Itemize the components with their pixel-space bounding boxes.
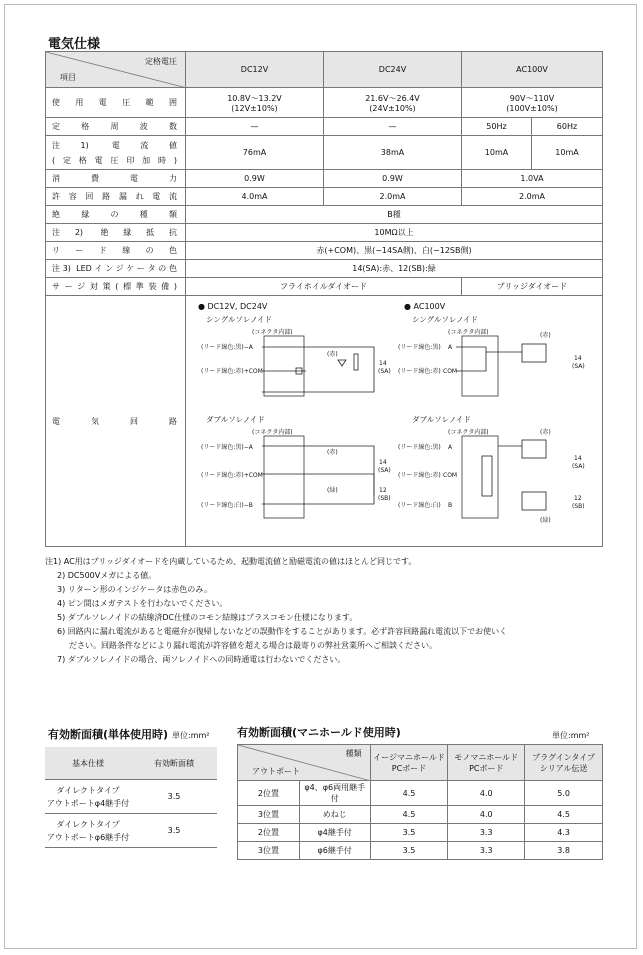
ac-double-lead-com: (リード線色:赤) bbox=[398, 472, 441, 479]
ac-single-pin-com: COM bbox=[443, 368, 458, 375]
area-single-header bbox=[45, 747, 217, 780]
ac-surge: ブリッジダイオード bbox=[462, 278, 603, 296]
dc12-range-tol: (12V±10%) bbox=[231, 103, 278, 113]
ac-range-tol: (100V±10%) bbox=[506, 103, 558, 113]
circuit-diagram bbox=[186, 296, 602, 544]
notes bbox=[45, 555, 605, 667]
row-frequency bbox=[46, 118, 603, 136]
section-title: 電気仕様 bbox=[48, 37, 101, 52]
ac-single-inner-wire bbox=[456, 347, 486, 371]
col-dc12: DC12V bbox=[186, 52, 324, 88]
note-3: 3) リターン形のインジケータは赤色のみ。 bbox=[57, 585, 212, 594]
led-color-value: 14(SA):赤、12(SB):緑 bbox=[186, 260, 603, 278]
area-single-value: 3.5 bbox=[131, 814, 217, 848]
label-insulation-class: 絶縁の種類 bbox=[46, 206, 186, 224]
dc-single-led bbox=[338, 360, 346, 366]
area-manifold-h1-line1: イージマニホールド bbox=[373, 752, 445, 762]
dc-single-connector-box bbox=[264, 336, 304, 396]
row-led-color bbox=[46, 260, 603, 278]
ac-double-pin-b: B bbox=[448, 502, 453, 509]
area-manifold-v3: 4.5 bbox=[525, 806, 603, 824]
area-manifold-h3-line2: シリアル伝送 bbox=[539, 763, 588, 773]
area-manifold-pos: 2位置 bbox=[238, 824, 300, 842]
area-single-row bbox=[45, 814, 217, 848]
label-power: 消費電力 bbox=[46, 170, 186, 188]
dc-double-lead-com: (リード線色:赤)+COM bbox=[201, 472, 263, 479]
ac-single-connector: (コネクタ内部) bbox=[448, 329, 489, 336]
label-frequency: 定格周波数 bbox=[46, 118, 186, 136]
dc12-current: 76mA bbox=[186, 136, 324, 170]
dc-double-connector-box bbox=[264, 436, 304, 518]
dc24-power: 0.9W bbox=[324, 170, 462, 188]
ac-single-red: (赤) bbox=[540, 332, 551, 339]
area-single-row bbox=[45, 780, 217, 814]
area-manifold-row bbox=[238, 781, 603, 806]
dc-single-lead-com: (リード線色:赤)+COM bbox=[201, 368, 263, 375]
spec-header-row bbox=[46, 52, 603, 88]
label-insulation-res: 注2) 絶縁抵抗 bbox=[46, 224, 186, 242]
note-2: 2) DC500Vメガによる値。 bbox=[57, 571, 157, 580]
dc-single-coil bbox=[354, 354, 358, 370]
ac-double-14: 14 bbox=[574, 455, 582, 462]
dc-double-red: (赤) bbox=[327, 449, 338, 456]
ac-double-connector: (コネクタ内部) bbox=[448, 429, 489, 436]
area-manifold-v1: 4.5 bbox=[370, 781, 448, 806]
area-manifold-row bbox=[238, 842, 603, 860]
note-5: 5) ダブルソレノイドの結線済DC仕様のコモン結線はプラスコモン仕様になります。 bbox=[57, 613, 358, 622]
area-manifold-row bbox=[238, 824, 603, 842]
ac-double-pin-com: COM bbox=[443, 472, 458, 479]
area-single-table bbox=[45, 747, 217, 848]
label-current-2: (定格電圧印加時) bbox=[52, 155, 177, 165]
ac-voltage-range bbox=[462, 88, 603, 118]
ac-range-value: 90V〜110V bbox=[509, 93, 555, 103]
note-7: 7) ダブルソレノイドの場合、両ソレノイドへの同時通電は行わないでください。 bbox=[57, 655, 346, 664]
area-single-title: 有効断面積(単体使用時) bbox=[48, 728, 169, 741]
dc-single-lead-a: (リード線色:黒)−A bbox=[201, 344, 253, 351]
circuit-diagram-cell bbox=[186, 296, 603, 547]
ac-frequency-50: 50Hz bbox=[462, 118, 532, 136]
note-6: 6) 回路内に漏れ電流があると電磁弁が復帰しないなどの誤動作をすることがあります。必ず許容回路漏れ電流以下でお使いく bbox=[57, 627, 508, 636]
label-leak-current: 許容回路漏れ電流 bbox=[46, 188, 186, 206]
area-single-spec bbox=[45, 780, 131, 814]
ac-double-title: ダブルソレノイド bbox=[412, 415, 471, 424]
corner-bottom-label: 項目 bbox=[60, 73, 76, 82]
dc-double-lead-b: (リード線色:白)−B bbox=[201, 502, 253, 509]
area-manifold-v1: 3.5 bbox=[370, 842, 448, 860]
label-current bbox=[46, 136, 186, 170]
row-voltage-range bbox=[46, 88, 603, 118]
ac-single-sa: (SA) bbox=[572, 363, 585, 370]
dc12-frequency: — bbox=[186, 118, 324, 136]
dc24-leak: 2.0mA bbox=[324, 188, 462, 206]
note-4: 4) ピン間はメガテストを行わないでください。 bbox=[57, 599, 228, 608]
area-manifold-pos: 2位置 bbox=[238, 781, 300, 806]
ac-double-sa: (SA) bbox=[572, 463, 585, 470]
area-manifold-h1-line2: PCボード bbox=[391, 763, 427, 773]
ac-title: ● AC100V bbox=[404, 302, 446, 311]
dc-double-title: ダブルソレノイド bbox=[206, 415, 265, 424]
insulation-class-value: B種 bbox=[186, 206, 603, 224]
dc-single-red: (赤) bbox=[327, 351, 338, 358]
area-manifold-fit: φ4継手付 bbox=[299, 824, 370, 842]
insulation-res-value: 10MΩ以上 bbox=[186, 224, 603, 242]
area-single-h1: 基本仕様 bbox=[45, 747, 131, 780]
area-manifold-row bbox=[238, 806, 603, 824]
area-manifold-pos: 3位置 bbox=[238, 842, 300, 860]
area-manifold-v2: 4.0 bbox=[448, 806, 525, 824]
lead-color-value: 赤(+COM)、黒(−14SA側)、白(−12SB側) bbox=[186, 242, 603, 260]
ac-double-sb: (SB) bbox=[572, 503, 585, 510]
dc-double-sb: (SB) bbox=[378, 495, 391, 502]
ac-double-red: (赤) bbox=[540, 429, 551, 436]
ac-single-pin-a: A bbox=[448, 344, 453, 351]
dc12-voltage-range bbox=[186, 88, 324, 118]
area-manifold-v3: 4.3 bbox=[525, 824, 603, 842]
ac-single-lead-com: (リード線色:赤) bbox=[398, 368, 441, 375]
dc-double-sa: (SA) bbox=[378, 467, 391, 474]
dc-single-title: シングルソレノイド bbox=[206, 315, 272, 324]
area-manifold-fit: φ4、φ6両用継手付 bbox=[299, 781, 370, 806]
ac-double-bridge-box bbox=[482, 456, 492, 496]
ac-single-bridge bbox=[522, 344, 546, 362]
corner-top-label: 定格電圧 bbox=[145, 57, 177, 66]
dc12-power: 0.9W bbox=[186, 170, 324, 188]
area-single-value: 3.5 bbox=[131, 780, 217, 814]
label-circuit: 電気回路 bbox=[46, 296, 186, 547]
area-single-spec bbox=[45, 814, 131, 848]
col-dc24: DC24V bbox=[324, 52, 462, 88]
area-single-spec-line1: ダイレクトタイプ bbox=[56, 819, 120, 829]
ac-current-50: 10mA bbox=[462, 136, 532, 170]
ac-double-bridge-a bbox=[522, 440, 546, 458]
area-manifold-v1: 3.5 bbox=[370, 824, 448, 842]
electrical-spec-table bbox=[45, 51, 603, 547]
area-manifold-v2: 3.3 bbox=[448, 842, 525, 860]
ac-single-14: 14 bbox=[574, 355, 582, 362]
dc-double-wire-b bbox=[262, 474, 374, 504]
ac-double-12: 12 bbox=[574, 495, 582, 502]
ac-single-connector-box bbox=[462, 336, 498, 396]
ac-double-pin-a: A bbox=[448, 444, 453, 451]
area-manifold-table bbox=[237, 744, 603, 860]
label-voltage-range: 使用電圧範囲 bbox=[46, 88, 186, 118]
dc-double-green: (緑) bbox=[327, 487, 338, 494]
dc-title: ● DC12V, DC24V bbox=[198, 302, 268, 311]
dc24-current: 38mA bbox=[324, 136, 462, 170]
area-manifold-v2: 3.3 bbox=[448, 824, 525, 842]
ac-current-60: 10mA bbox=[532, 136, 603, 170]
row-surge bbox=[46, 278, 603, 296]
dc24-range-tol: (24V±10%) bbox=[369, 103, 416, 113]
area-manifold-title: 有効断面積(マニホールド使用時) bbox=[237, 726, 401, 739]
area-manifold-h2-line2: PCボード bbox=[469, 763, 504, 773]
area-manifold-h3 bbox=[525, 745, 603, 781]
area-manifold-v3: 3.8 bbox=[525, 842, 603, 860]
area-manifold-unit: 単位:mm² bbox=[552, 731, 590, 740]
area-manifold-v3: 5.0 bbox=[525, 781, 603, 806]
area-manifold-v1: 4.5 bbox=[370, 806, 448, 824]
dc-double-12: 12 bbox=[379, 487, 387, 494]
area-manifold-h2 bbox=[448, 745, 525, 781]
dc-double-lead-a: (リード線色:黒)−A bbox=[201, 444, 253, 451]
dc24-range-value: 21.6V〜26.4V bbox=[365, 93, 420, 103]
note-6-cont: ださい。回路条件などにより漏れ電流が許容値を超える場合は最寄りの弊社営業所へご相談ください。 bbox=[69, 641, 437, 650]
area-manifold-corner-top: 種類 bbox=[345, 749, 362, 758]
dc-single-connector: (コネクタ内部) bbox=[252, 329, 293, 336]
label-lead-color: リード線の色 bbox=[46, 242, 186, 260]
note-1: 注1) AC用はブリッジダイオードを内蔵しているため、起動電流値と励磁電流の値はほとんど同じです。 bbox=[45, 557, 417, 566]
ac-double-lead-b: (リード線色:白) bbox=[398, 502, 441, 509]
row-insulation-class bbox=[46, 206, 603, 224]
dc12-leak: 4.0mA bbox=[186, 188, 324, 206]
dc24-voltage-range bbox=[324, 88, 462, 118]
area-single-unit: 単位:mm² bbox=[172, 731, 210, 740]
label-current-1: 注1) 電流値 bbox=[52, 140, 177, 150]
row-leak-current bbox=[46, 188, 603, 206]
ac-double-lead-a: (リード線色:黒) bbox=[398, 444, 441, 451]
ac-frequency-60: 60Hz bbox=[532, 118, 603, 136]
area-manifold-h1 bbox=[370, 745, 448, 781]
area-manifold-h2-line1: モノマニホールド bbox=[454, 752, 519, 762]
ac-leak: 2.0mA bbox=[462, 188, 603, 206]
dc-double-connector: (コネクタ内部) bbox=[252, 429, 293, 436]
area-single-spec-line1: ダイレクトタイプ bbox=[56, 785, 120, 795]
ac-single-title: シングルソレノイド bbox=[412, 315, 478, 324]
row-lead-color bbox=[46, 242, 603, 260]
dc12-range-value: 10.8V〜13.2V bbox=[227, 93, 282, 103]
area-manifold-corner bbox=[238, 745, 371, 781]
area-single-spec-line2: アウトポートφ4継手付 bbox=[46, 798, 130, 808]
ac-power: 1.0VA bbox=[462, 170, 603, 188]
dc-double-14: 14 bbox=[379, 459, 387, 466]
dc-surge: フライホイルダイオード bbox=[186, 278, 462, 296]
label-led-color: 注3) LEDインジケータの色 bbox=[46, 260, 186, 278]
row-circuit bbox=[46, 296, 603, 547]
area-manifold-pos: 3位置 bbox=[238, 806, 300, 824]
col-ac100: AC100V bbox=[462, 52, 603, 88]
area-single-spec-line2: アウトポートφ6継手付 bbox=[46, 832, 130, 842]
dc-single-14: 14 bbox=[379, 360, 387, 367]
row-power bbox=[46, 170, 603, 188]
ac-single-lead-a: (リード線色:黒) bbox=[398, 344, 441, 351]
row-current bbox=[46, 136, 603, 170]
ac-double-connector-box bbox=[462, 436, 498, 518]
dc24-frequency: — bbox=[324, 118, 462, 136]
area-single-h2: 有効断面積 bbox=[131, 747, 217, 780]
corner-cell bbox=[46, 52, 186, 88]
area-manifold-h3-line1: プラグインタイプ bbox=[532, 752, 596, 762]
area-manifold-fit: めねじ bbox=[299, 806, 370, 824]
label-surge: サージ対策(標準装備) bbox=[46, 278, 186, 296]
row-insulation-resistance bbox=[46, 224, 603, 242]
ac-double-bridge-b bbox=[522, 492, 546, 510]
dc-double-wire-a bbox=[262, 446, 374, 496]
dc-single-sa: (SA) bbox=[378, 368, 391, 375]
area-manifold-header bbox=[238, 745, 603, 781]
area-manifold-corner-bottom: アウトポート bbox=[252, 767, 300, 776]
ac-double-green: (緑) bbox=[540, 517, 551, 524]
area-manifold-fit: φ6継手付 bbox=[299, 842, 370, 860]
area-manifold-v2: 4.0 bbox=[448, 781, 525, 806]
